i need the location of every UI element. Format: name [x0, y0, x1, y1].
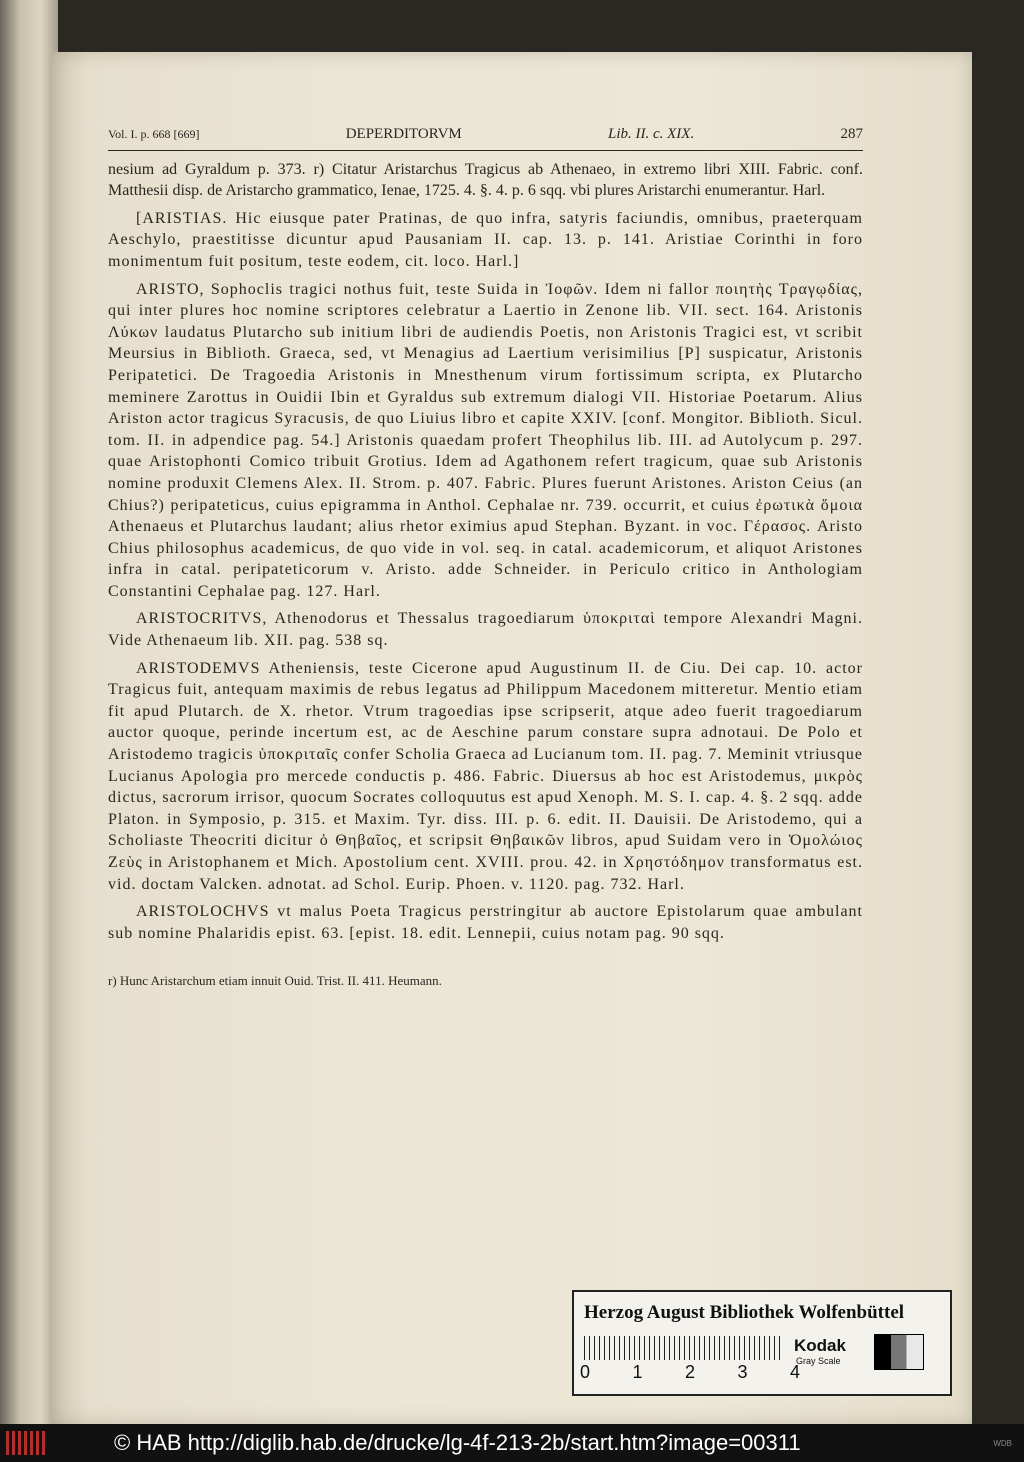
paragraph-aristodemus: ARISTODEMVS Atheniensis, teste Cicerone apud Augustinum II. de Ciu. Dei cap. 10. actor Tragicus fuit, antequam maximis de rebus legatus ad Philippum Macedonem mitteretur. Mentio etiam fit apud Plutarch. de X. rhetor. Vtrum tragoedias ipse scripserit, atque adeo fuerit tragoediarum auctor quoque, perinde incertum est, ac de Aeschine parum constare supra adnotaui. De Polo et Aristodemo tragicis ὑποκριταῖς confer Scholia Graeca ad Lucianum tom. II. pag. 7. Meminit vtriusque Lucianus Apologia pro mercede conductis p. 486. Fabric. Diuersus ab hoc est Aristodemus, μικρὸς dictus, sacrorum irrisor, quocum Socrates colloquutus est apud Xenoph. M. S. I. cap. 4. §. 2 sqq. adde Platon. in Symposio, p. 315. et Maxim. Tyr. diss. III. p. 6. edit. II. Dauisii. De Aristodemo, qui a Scholiaste Theocriti dicitur ὁ Θηβαῖος, et scripsit Θηβαικῶν libros, apud Suidam vero in Ὁμολώιος Ζεὺς in Aristophanem et Mich. Apostolium cent. XVIII. prou. 42. in Χρηστόδημον transformatus est. vid. doctam Valcken. adnotat. ad Schol. Eurip. Phoen. v. 1120. pag. 732. Harl. — [108, 659, 863, 893]
volume-reference: Vol. I. p. 668 [669] — [108, 127, 200, 141]
gray-scale-patch — [874, 1334, 924, 1370]
ruler-numbers — [580, 1362, 800, 1383]
copyright-url[interactable]: © HAB http://diglib.hab.de/drucke/lg-4f-213-2b/start.htm?image=00311 — [114, 1430, 801, 1455]
running-title: DEPERDITORVM — [345, 126, 462, 142]
page-number: 287 — [840, 126, 863, 142]
book-chapter: Lib. II. c. XIX. — [607, 126, 695, 142]
ruler-number: 2 — [684, 1362, 695, 1382]
paragraph-aristias: [ARISTIAS. Hic eiusque pater Pratinas, de quo infra, satyris faciundis, omnibus, praeterquam Aeschylo, praestitisse dicuntur apud Pausaniam II. cap. 13. p. 141. Aristiae Corinthi in foro monimentum fuit positum, teste eodem, cit. loco. Harl.] — [108, 209, 863, 270]
ruler-number: 0 — [580, 1362, 591, 1382]
library-name: Herzog August Bibliothek Wolfenbüttel — [584, 1302, 905, 1323]
gray-scale-label: Gray Scale — [796, 1356, 841, 1366]
kodak-logo: Kodak — [794, 1336, 846, 1355]
ruler-ticks — [584, 1336, 784, 1360]
running-header — [108, 124, 863, 146]
left-page-edge — [0, 0, 58, 1424]
hab-logo-icon — [6, 1431, 46, 1455]
paragraph-continuation: nesium ad Gyraldum p. 373. r) Citatur Aristarchus Tragicus ab Athenaeo, in extremo libri XIII. Fabric. conf. Matthesii disp. de Aristarcho grammatico, Ienae, 1725. 4. §. 4. p. 6 sqq. vbi plures Aristarchi enumerantur. Harl. — [108, 160, 863, 200]
footer-bar — [0, 1424, 1024, 1462]
ruler-number: 1 — [632, 1362, 643, 1382]
color-scale-card — [572, 1290, 952, 1396]
wdb-mark: WDB — [993, 1438, 1012, 1448]
paragraph-aristolochus: ARISTOLOCHVS vt malus Poeta Tragicus perstringitur ab auctore Epistolarum quae ambulant sub nomine Phalaridis epist. 63. [epist. 18. edit. Lennepii, cuius notam pag. 90 sqq. — [108, 903, 863, 942]
book-page — [52, 52, 972, 1424]
header-rule — [108, 150, 863, 151]
footnote: r) Hunc Aristarchum etiam innuit Ouid. Trist. II. 411. Heumann. — [108, 973, 442, 989]
ruler-number: 3 — [737, 1362, 748, 1382]
paragraph-aristocritus: ARISTOCRITVS, Athenodorus et Thessalus tragoediarum ὑποκριταὶ tempore Alexandri Magni. Vide Athenaeum lib. XII. pag. 538 sq. — [108, 610, 863, 650]
page-text — [108, 124, 863, 992]
paragraph-aristo: ARISTO, Sophoclis tragici nothus fuit, teste Suida in Ἰοφῶν. Idem ni fallor ποιητὴς Τραγῳδίας, qui inter plures hoc nomine scriptores celebratur a Laertio in Zenone lib. VII. sect. 164. Aristonis Λύκων laudatus Plutarcho sub initium libri de audiendis Poetis, non Aristonis Tragici est, vt scribit Meursius in Biblioth. Graeca, sed, vt Menagius ad Laertium verisimilius [P] suspicatur, Aristonis Peripatetici. De Tragoedia Aristonis in Mnesthenum virum fortissimum scripta, ex Plutarcho meminere Zarottus in Ouidii Ibin et Gyraldus sub extremum dialogi VII. Historiae Poetarum. Alius Ariston actor tragicus Syracusis, de quo Liuius libro et capite XXIV. [conf. Mongitor. Biblioth. Sicul. tom. II. in adpendice pag. 54.] Aristonis quaedam profert Theophilus lib. III. ad Autolycum p. 297. quae Aristophonti Comico tribuit Grotius. Idem ad Agathonem refert tragicum, quae sub Aristonis nomine produxit Clemens Alex. II. Strom. p. 407. Fabric. Plures fuerunt Aristones. Ariston Ceius (an Chius?) peripateticus, cuius epigramma in Anthol. Cephalae nr. 739. occurrit, et cuius ἐρωτικὰ ὅμοια Athenaeus et Plutarchus laudant; alius rhetor eximius apud Stephan. Byzant. in voc. Γέρασος. Aristo Chius philosophus academicus, de quo vide in vol. seq. in catal. academicorum, et aliquot Aristones infra in catal. peripateticorum v. Aristo. adde Schneider. in Periculo critico in Anthologiam Constantini Cephalae pag. 127. Harl. — [108, 280, 863, 600]
ruler-number: 4 — [789, 1362, 800, 1382]
